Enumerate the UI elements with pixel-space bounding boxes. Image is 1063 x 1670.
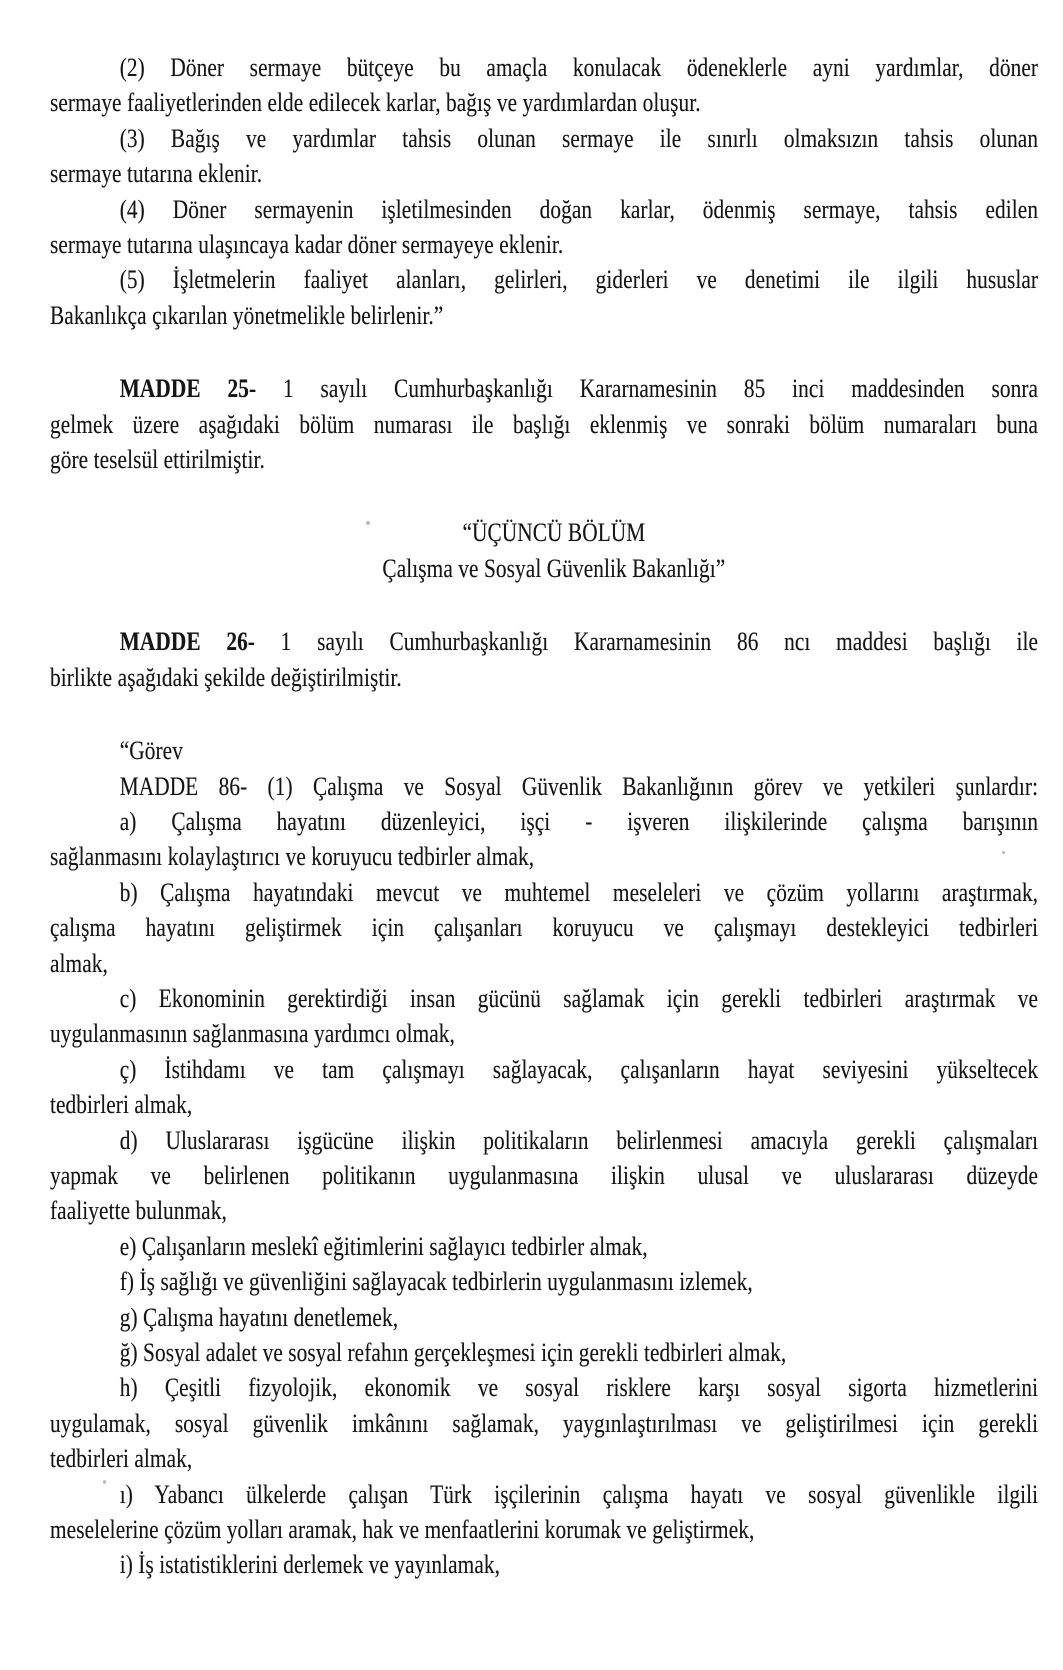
text-line: MADDE 86- (1) Çalışma ve Sosyal Güvenlik Bakanlığının görev ve yetkileri şunlardır:	[119, 771, 1039, 801]
text-line: MADDE 25- 1 sayılı Cumhurbaşkanlığı Kararnamesinin 85 inci maddesinden sonra	[119, 374, 1039, 404]
text-line: a) Çalışma hayatını düzenleyici, işçi - işveren ilişkilerinde çalışma barışının	[119, 806, 1039, 836]
paragraph-fikra-2	[50, 50, 1038, 121]
text-line: (2) Döner sermaye bütçeye bu amaçla konulacak ödeneklerle ayni yardımlar, döner	[119, 53, 1039, 82]
text-line: c) Ekonominin gerektirdiği insan gücünü sağlamak için gerekli tedbirleri araştırmak ve	[119, 983, 1039, 1013]
madde-26-paragraph	[50, 624, 1038, 695]
text-line: tedbirleri almak,	[50, 1444, 193, 1474]
text-line: sermaye tutarına ulaşıncaya kadar döner sermayeye eklenir.	[50, 230, 564, 260]
item-c-cedilla	[50, 1052, 1038, 1123]
text-line: uygulanmasının sağlanmasına yardımcı olmak,	[50, 1019, 455, 1049]
text-line: almak,	[50, 948, 108, 978]
scan-speck	[366, 521, 370, 525]
text-line: birlikte aşağıdaki şekilde değiştirilmiştir.	[50, 662, 402, 692]
text-line: sermaye faaliyetlerinden elde edilecek karlar, bağış ve yardımlardan oluşur.	[50, 88, 701, 118]
item-i-dotless	[50, 1477, 1038, 1548]
text-line: h) Çeşitli fizyolojik, ekonomik ve sosyal risklere karşı sosyal sigorta hizmetlerini	[119, 1373, 1039, 1403]
madde-label: MADDE 25-	[119, 374, 257, 404]
madde-25-paragraph	[50, 371, 1038, 477]
text-line: e) Çalışanların meslekî eğitimlerini sağlayıcı tedbirler almak,	[119, 1231, 648, 1261]
item-g	[50, 1300, 1038, 1335]
item-g-breve	[50, 1335, 1038, 1370]
text-line: (4) Döner sermayenin işletilmesinden doğan karlar, ödenmiş sermaye, tahsis edilen	[119, 194, 1039, 224]
text-line: i) İş istatistiklerini derlemek ve yayınlamak,	[119, 1550, 501, 1580]
item-d	[50, 1123, 1038, 1229]
text-line: gelmek üzere aşağıdaki bölüm numarası ile başlığı eklenmiş ve sonraki bölüm numaraları buna	[50, 409, 1039, 439]
text-column	[50, 50, 1038, 1583]
text-line: “Görev	[119, 736, 183, 766]
item-h	[50, 1370, 1038, 1476]
item-b	[50, 875, 1038, 981]
item-i	[50, 1547, 1038, 1582]
item-a	[50, 804, 1038, 875]
text-line: f) İş sağlığı ve güvenliğini sağlayacak tedbirlerin uygulanmasını izlemek,	[119, 1267, 753, 1297]
madde-86-paragraph	[50, 769, 1038, 804]
text-line: uygulamak, sosyal güvenlik imkânını sağlamak, yaygınlaştırılması ve geliştirilmesi için gerekli	[50, 1408, 1039, 1438]
madde-label: MADDE 26-	[119, 627, 255, 657]
item-e	[50, 1229, 1038, 1264]
scan-speck	[1002, 851, 1005, 854]
text-line: çalışma hayatını geliştirmek için çalışanları koruyucu ve çalışmayı destekleyici tedbirleri	[50, 913, 1039, 943]
text-line: ı) Yabancı ülkelerde çalışan Türk işçilerinin çalışma hayatı ve sosyal güvenlikle ilgili	[119, 1479, 1039, 1509]
text-line: tedbirleri almak,	[50, 1090, 193, 1120]
text-line: göre teselsül ettirilmiştir.	[50, 445, 265, 475]
text-line: “ÜÇÜNCÜ BÖLÜM	[462, 518, 646, 548]
text-line: b) Çalışma hayatındaki mevcut ve muhtemel meseleleri ve çözüm yollarını araştırmak,	[119, 877, 1039, 907]
bolum-heading	[50, 515, 1038, 586]
text-line: sağlanmasını kolaylaştırıcı ve koruyucu tedbirler almak,	[50, 842, 535, 872]
paragraph-fikra-3	[50, 121, 1038, 192]
gorev-heading	[50, 733, 1038, 768]
text-line: meselelerine çözüm yolları aramak, hak ve menfaatlerini korumak ve geliştirmek,	[50, 1515, 755, 1545]
paragraph-fikra-5	[50, 262, 1038, 333]
text-line: sermaye tutarına eklenir.	[50, 159, 263, 189]
text-line: MADDE 26- 1 sayılı Cumhurbaşkanlığı Kararnamesinin 86 ncı maddesi başlığı ile	[119, 627, 1039, 657]
text-line: faaliyette bulunmak,	[50, 1196, 227, 1226]
text-line: d) Uluslararası işgücüne ilişkin politikaların belirlenmesi amacıyla gerekli çalışmaları	[119, 1125, 1039, 1155]
text-line: ç) İstihdamı ve tam çalışmayı sağlayacak, çalışanların hayat seviyesini yükseltecek	[119, 1054, 1039, 1084]
text-line: Bakanlıkça çıkarılan yönetmelikle belirlenir.”	[50, 300, 444, 330]
text-line: ğ) Sosyal adalet ve sosyal refahın gerçekleşmesi için gerekli tedbirleri almak,	[119, 1338, 787, 1367]
item-f	[50, 1264, 1038, 1299]
text-line: g) Çalışma hayatını denetlemek,	[119, 1302, 399, 1332]
text-line: (5) İşletmelerin faaliyet alanları, gelirleri, giderleri ve denetimi ile ilgili hususlar	[119, 265, 1039, 295]
text-line: Çalışma ve Sosyal Güvenlik Bakanlığı”	[382, 553, 726, 583]
text-line: (3) Bağış ve yardımlar tahsis olunan sermaye ile sınırlı olmaksızın tahsis olunan	[119, 123, 1039, 153]
text-line: yapmak ve belirlenen politikanın uygulanmasına ilişkin ulusal ve uluslararası düzeyde	[50, 1160, 1039, 1190]
item-c	[50, 981, 1038, 1052]
scan-speck	[103, 1480, 106, 1484]
paragraph-fikra-4	[50, 192, 1038, 263]
